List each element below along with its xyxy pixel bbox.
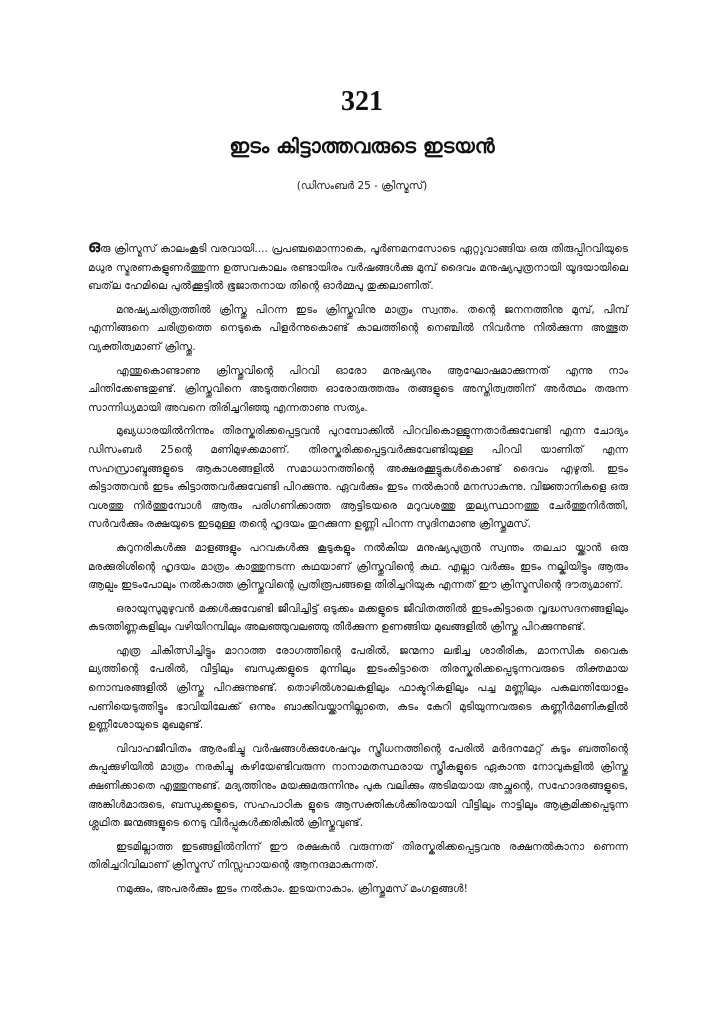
article-subtitle: (ഡിസംബർ 25 - ക്രിസ്മസ്) (296, 180, 428, 192)
paragraph (88, 238, 628, 296)
paragraph: മനുഷ്യചരിത്രത്തിൽ ക്രിസ്തു പിറന്ന ഇടം ക്രിസ്തുവിനു മാത്രം സ്വന്തം. തന്റെ ജനനത്തിനു മുമ്പ്, പിമ്പ് എന്നിങ്ങനെ ചരിത്രത്തെ നെടുകെ പിളർന്നുകൊണ്ട് കാലത്തിന്റെ നെഞ്ചിൽ നിവർന്നു നിൽക്കുന്ന അത്ഭുത വ്യക്തിത്വമാണ് ക്രിസ്തു. (88, 303, 628, 353)
paragraph: നമുക്കും, അപരർക്കും ഇടം നൽകാം. ഇടയനാകാം. ക്രിസ്തുമസ് മംഗളങ്ങൾ! (116, 883, 468, 895)
paragraph: കുറുനരികൾക്കു മാളങ്ങളും പറവകൾക്കു കൂടുകളും നൽകിയ മനുഷ്യപുത്രൻ സ്വന്തം തലചാ യ്ക്കാൻ ഒരു മരക്കുരിശിന്റെ ഹൃദയം മാത്രം കാത്തുനടന്ന കഥയാണ് ക്രിസ്തുവിന്റെ കഥ. എല്ലാ വർക്കും ഇടം നല്കിയിട്ടും ആരും ആല്പം ഇടംപോലും നൽകാത്ത ക്രിസ്തുവിന്റെ പ്രതിരൂപങ്ങളെ തിരിച്ചറിയുക എന്നത് ഈ ക്രിസ്മസിന്റെ ദൗത്യമാണ്. (88, 541, 628, 592)
paragraph: എത്ര ചികിത്സിച്ചിട്ടും മാറാത്ത രോഗത്തിന്റെ പേരിൽ, ജന്മനാ ലഭിച്ച ശാരീരിക, മാനസിക വൈക ല്യത്തിന്റെ പേരിൽ, വീട്ടിലും ബന്ധുക്കളുടെ മുന്നിലും ഇടംകിട്ടാതെ തിരസ്കരിക്കപ്പെടുന്നവരുടെ തിക്തമായ നൊമ്പരങ്ങളിൽ ക്രിസ്തു പിറക്കുന്നുണ്ട്. തൊഴിൽശാലകളിലും ഫാക്ടറികളിലും പച്ച മണ്ണിലും പകലന്തിയോളം പണിയെടുത്തിട്ടും ഭാവിയിലേക്ക് ഒന്നും ബാക്കിവയ്ക്കാനില്ലാതെ, കടം കേറി മുടിയുന്നവരുടെ കണ്ണീർമണികളിൽ ഉണ്ണീശോയുടെ മുഖമുണ്ട്. (88, 644, 628, 732)
paragraph-text: രു ക്രിസ്മസ് കാലംകൂടി വരവായി.... പ്രപഞ്ചമൊന്നാകെ, പൂർണമനസോടെ ഏറ്റുവാങ്ങിയ ഒരു തിരുപ്പിറവിയുടെ മധുര സ്മരണകളുണർത്തുന്ന ഉത്സവകാലം രണ്ടായിരം വർഷങ്ങൾക്കു മുമ്പ് ദൈവം മനുഷ്യപുത്രനായി യൂദയായിലെ ബത്‌ല ഹേമിലെ പുൽക്കൂട്ടിൽ ഭൂജാതനായ തിന്റെ ഓർമ്മപു തുക്കലാണിത്. (88, 243, 628, 293)
paragraph: മുഖ്യധാരയിൽനിന്നും തിരസ്കരിക്കപ്പെട്ടവൻ പുറമ്പോക്കിൽ പിറവികൊള്ളുന്നതാർക്കുവേണ്ടി എന്ന ചോദ്യം ഡിസംബർ 25ന്റെ മണിമുഴക്കമാണ്. തിരസ്കരിക്കപ്പെട്ടവർക്കുവേണ്ടിയുള്ള പിറവി യാണിത് എന്ന സഹസ്രാബ്ദങ്ങളുടെ ആകാശങ്ങളിൽ സമാധാനത്തിന്റെ അക്ഷരക്കൂട്ടുകൾകൊണ്ട് ദൈവം എഴുതി. ഇടം കിട്ടാത്തവൻ ഇടം കിട്ടാത്തവർക്കുവേണ്ടി പിറക്കുന്നു. ഏവർക്കും ഇടം നൽകാൻ മനസാകുന്നു. വിജ്ഞാനികളെ ഒരു വശത്തു നിർത്തുമ്പോൾ ആരും പരിഗണിക്കാത്ത ആട്ടിടയരെ മറുവശത്തു തുല്യസ്ഥാനത്തു ചേർത്തുനിർത്തി, സർവർക്കും രക്ഷയുടെ ഇടമുള്ള തന്റെ ഹൃദയം തുറക്കുന്ന ഉണ്ണി പിറന്ന സുദിനമാണു ക്രിസ്തുമസ്. (88, 425, 628, 531)
drop-cap: ഒ (88, 237, 101, 257)
paragraph: വിവാഹജീവിതം ആരംഭിച്ചു വർഷങ്ങൾക്കുശേഷവും സ്ത്രീധനത്തിന്റെ പേരിൽ മർദനമേറ്റ് കുടും ബത്തിന്റെ കുപ്പക്കുഴിയിൽ മാത്രം നരകിച്ചു കഴിയേണ്ടിവരുന്ന നാനാമതസ്ഥരായ സ്ത്രീകളുടെ ഏകാന്ത നോവുകളിൽ ക്രിസ്തു ക്ഷണിക്കാതെ എത്തുന്നുണ്ട്. മദ്യത്തിനും മയക്കുമരുന്നിനും പുക വലിക്കും അടിമയായ അച്ഛന്റെ, സഹോദരങ്ങളുടെ, അങ്കിൾമാരുടെ, ബന്ധുക്കളുടെ, സഹപാഠിക ളുടെ ആസക്തികൾക്കിരയായി വീട്ടിലും നാട്ടിലും ആക്രമിക്കപ്പെടുന്ന ശ്ലഥിത ജന്മങ്ങളുടെ നെടു വീർപ്പുകൾക്കരികിൽ ക്രിസ്തുവുണ്ട്. (88, 742, 628, 830)
paragraph: ഒരായുസുമുഴുവൻ മക്കൾക്കുവേണ്ടി ജീവിച്ചിട്ട് ഒടുക്കം മക്കളുടെ ജീവിതത്തിൽ ഇടംകിട്ടാതെ വൃദ്ധസദനങ്ങളിലും കടത്തിണ്ണകളിലും വഴിയിറമ്പിലും അലഞ്ഞുവലഞ്ഞു തീർക്കുന്ന ഉണങ്ങിയ മുഖങ്ങളിൽ ക്രിസ്തു പിറക്കുന്നുണ്ട്. (88, 602, 628, 634)
paragraph: ഇടമില്ലാത്ത ഇടങ്ങളിൽനിന്ന് ഈ രക്ഷകൻ വരുന്നത് തിരസ്കരിക്കപ്പെട്ടവനു രക്ഷനൽകാനാ ണെന്ന തിരിച്ചറിവിലാണ് ക്രിസ്മസ് നിസ്സഹായന്റെ ആനന്ദമാകുന്നത്. (88, 840, 628, 872)
article-title: ഇടം കിട്ടാത്തവരുടെ ഇടയൻ (229, 134, 495, 158)
paragraph: എന്തുകൊണ്ടാണു ക്രിസ്തുവിന്റെ പിറവി ഓരോ മനുഷ്യനും ആഘോഷമാക്കുന്നത് എന്നു നാം ചിന്തിക്കേണ്ടതുണ്ട്. ക്രിസ്തുവിനെ അടുത്തറിഞ്ഞ ഓരോരുത്തരും തങ്ങളുടെ അസ്തിത്വത്തിന് അർത്ഥം തരുന്ന സാന്നിധ്യമായി അവനെ തിരിച്ചറിഞ്ഞു എന്നതാണു സത്യം. (88, 364, 628, 414)
article-body (88, 238, 628, 904)
page-number: 321 (341, 86, 383, 117)
